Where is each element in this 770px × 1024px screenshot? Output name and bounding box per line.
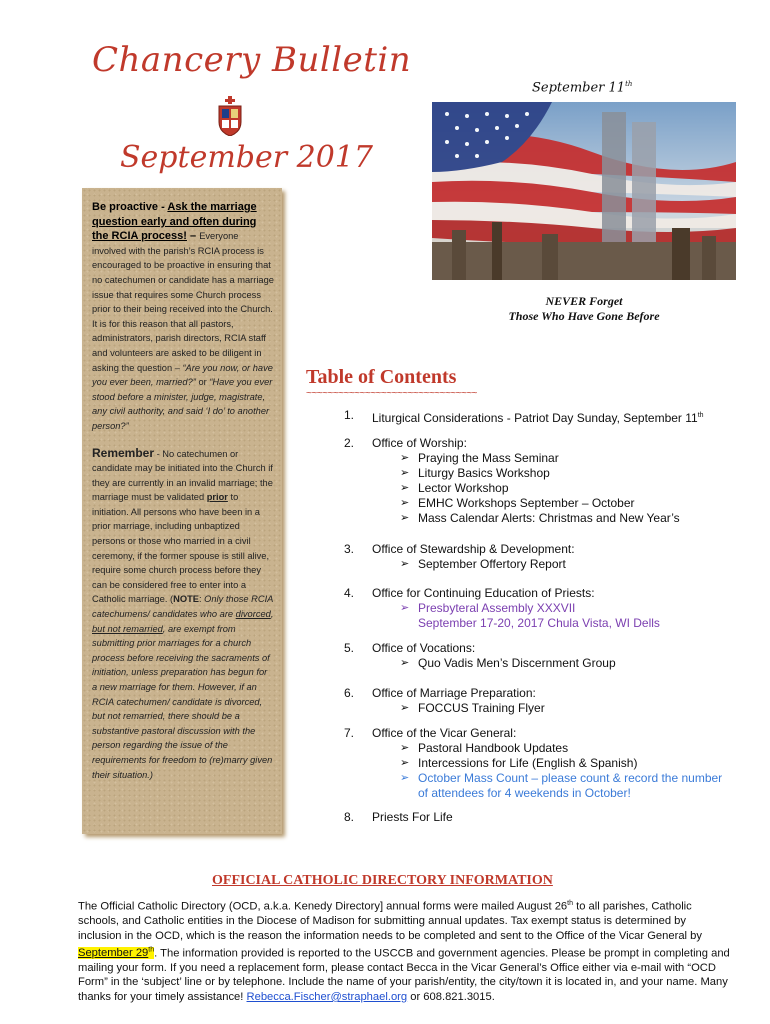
- sidebar-paragraph-remember: Remember - No catechumen or candidate may be initiated into the Church if they are currently in an invalid marriage; the marriage must be validated prior to initiation. All persons who have been in a prior marriage, including unbaptized persons or those who married in a civil ceremony, if the former spouse is still alive, require some church process before they can be considered free to enter into a Catholic marriage. (NOTE: Only those RCIA catechumens/ candidates who are divorced, but not remarried, are exempt from submitting prior marriages for a church process before receiving the sacraments of initiation, unless preparation has begun for a new marriage for them. However, if an RCIA catechumen/ candidate is divorced, but not remarried, there should be a substantive pastoral discussion with the person regarding the issue of the requirements for freedom to (re)marry given their situation.): [92, 445, 274, 780]
- toc-subitem: ➢ Liturgy Basics Workshop: [372, 466, 724, 481]
- toc-subitem-presbyteral-dates[interactable]: September 17-20, 2017 Chula Vista, WI Dells: [418, 616, 660, 630]
- diocese-crest-icon: [216, 96, 244, 136]
- toc-subitem: ➢ September Offertory Report: [372, 557, 724, 572]
- toc-subitem: ➢ Mass Calendar Alerts: Christmas and New Year’s: [372, 511, 724, 526]
- toc-subitem: ➢ Praying the Mass Seminar: [372, 451, 724, 466]
- ocd-deadline-highlight: September 29th: [78, 946, 155, 960]
- toc-divider: ~~~~~~~~~~~~~~~~~~~~~~~~~~~~~~~~: [306, 388, 477, 399]
- toc-subitem: ➢ Lector Workshop: [372, 481, 724, 496]
- ocd-section-title: OFFICIAL CATHOLIC DIRECTORY INFORMATION: [212, 873, 553, 888]
- toc-subitem-mass-count-link[interactable]: ➢ October Mass Count – please count & record the number of attendees for 4 weekends in October!: [372, 771, 724, 801]
- ocd-section-body: The Official Catholic Directory (OCD, a.k.a. Kenedy Directory] annual forms were mailed August 26th to all parishes, Catholic schools, and Catholic entities in the Diocese of Madison for submitting annual updates. Tax exempt status is determined by inclusion in the OCD, which is the reason the information needs to be completed and sent to the Office of the Vicar General by September 29th. The information provided is reported to the USCCB and government agencies. Please be prompt in completing and mailing your form. If you need a replacement form, please contact Becca in the Vicar General’s Office either via e-mail with “OCD Form” in the ‘subject’ line or by telephone. Include the name of your parish/entity, the city/town it is located in, and your name. Many thanks for your timely assistance! Rebecca.Fischer@straphael.org or 608.821.3015.: [78, 900, 730, 1004]
- photo-caption: NEVER Forget Those Who Have Gone Before: [508, 294, 660, 323]
- rcia-marriage-sidebar: [82, 188, 282, 834]
- bulletin-month: September 2017: [120, 140, 373, 175]
- bulletin-title: Chancery Bulletin: [92, 40, 412, 80]
- toc-title: Table of Contents: [306, 366, 457, 388]
- toc-subitem: ➢ Intercessions for Life (English & Spanish): [372, 756, 724, 771]
- toc-subitem: ➢ Pastoral Handbook Updates: [372, 741, 724, 756]
- memorial-flag-towers-image: [432, 102, 736, 280]
- sept11-label: September 11th: [532, 80, 633, 96]
- toc-subitem: ➢ EMHC Workshops September – October: [372, 496, 724, 511]
- toc-subitem-presbyteral-link[interactable]: ➢ Presbyteral Assembly XXXVII: [372, 601, 724, 616]
- sidebar-paragraph-proactive: Be proactive - Ask the marriage question early and often during the RCIA process! – Everyone involved with the parish’s RCIA process is encouraged to be proactive in ensuring that no catechumen or candidate has a marriage issue that requires some Church process prior to their being received into the Church. It is for this reason that all pastors, administrators, parish directors, RCIA staff and volunteers are asked to be diligent in asking the question – “Are you now, or have you ever been, married?” or “Have you ever stood before a minister, judge, magistrate, any civil authority, and said ‘I do’ to another person?”: [92, 201, 274, 431]
- toc-subitem: ➢ Quo Vadis Men’s Discernment Group: [372, 656, 724, 671]
- ocd-contact-email-link[interactable]: Rebecca.Fischer@straphael.org: [246, 991, 408, 1004]
- toc-subitem: ➢ FOCCUS Training Flyer: [372, 701, 724, 716]
